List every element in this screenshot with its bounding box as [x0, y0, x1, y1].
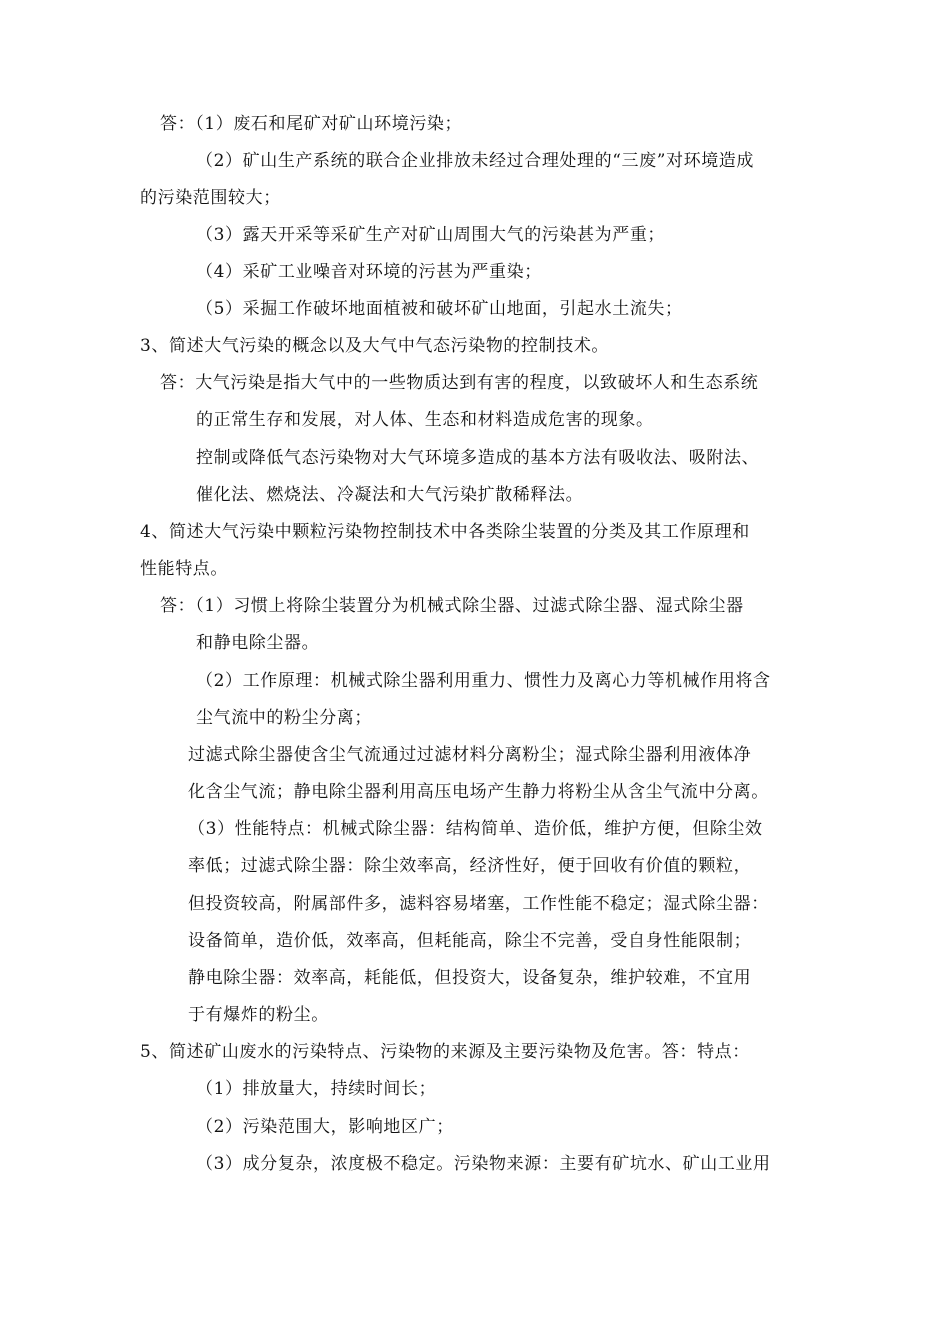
answer-line: 答：（1）废石和尾矿对矿山环境污染；: [160, 114, 463, 134]
answer-line: （3）露天开采等采矿生产对矿山周围大气的污染甚为严重；: [196, 225, 666, 245]
answer-line: （3）性能特点：机械式除尘器：结构简单、造价低，维护方便，但除尘效: [188, 819, 763, 839]
question-line: 4、简述大气污染中颗粒污染物控制技术中各类除尘装置的分类及其工作原理和: [140, 522, 750, 542]
answer-line: 催化法、燃烧法、冷凝法和大气污染扩散稀释法。: [196, 485, 584, 505]
answer-line: 率低；过滤式除尘器：除尘效率高，经济性好，便于回收有价值的颗粒，: [188, 856, 752, 876]
question-line: 5、简述矿山废水的污染特点、污染物的来源及主要污染物及危害。答：特点：: [140, 1042, 750, 1062]
answer-line: 设备简单，造价低，效率高，但耗能高，除尘不完善，受自身性能限制；: [188, 931, 752, 951]
answer-line: （2）污染范围大，影响地区广；: [196, 1117, 454, 1137]
answer-line: 过滤式除尘器使含尘气流通过过滤材料分离粉尘；湿式除尘器利用液体净: [188, 745, 752, 765]
answer-line: （2）矿山生产系统的联合企业排放未经过合理处理的“三废”对环境造成: [196, 151, 754, 171]
answer-line: （3）成分复杂，浓度极不稳定。污染物来源：主要有矿坑水、矿山工业用: [196, 1154, 771, 1174]
answer-line: 化含尘气流；静电除尘器利用高压电场产生静力将粉尘从含尘气流中分离。: [188, 782, 769, 802]
answer-line: 答：（1）习惯上将除尘装置分为机械式除尘器、过滤式除尘器、湿式除尘器: [160, 596, 744, 616]
answer-line: 的污染范围较大；: [140, 188, 281, 208]
answer-line: 静电除尘器：效率高，耗能低，但投资大，设备复杂，维护较难，不宜用: [188, 968, 752, 988]
answer-line: 但投资较高，附属部件多，滤料容易堵塞，工作性能不稳定；湿式除尘器：: [188, 894, 769, 914]
answer-line: 于有爆炸的粉尘。: [188, 1005, 329, 1025]
answer-line: （2）工作原理：机械式除尘器利用重力、惯性力及离心力等机械作用将含: [196, 671, 771, 691]
answer-line: 控制或降低气态污染物对大气环境多造成的基本方法有吸收法、吸附法、: [196, 448, 760, 468]
answer-line: 和静电除尘器。: [196, 633, 320, 653]
answer-line: 尘气流中的粉尘分离；: [196, 708, 372, 728]
answer-line: 的正常生存和发展，对人体、生态和材料造成危害的现象。: [196, 410, 654, 430]
answer-line: （4）采矿工业噪音对环境的污甚为严重染；: [196, 262, 542, 282]
question-line: 3、简述大气污染的概念以及大气中气态污染物的控制技术。: [140, 336, 610, 356]
answer-line: （1）排放量大，持续时间长；: [196, 1079, 437, 1099]
answer-line: 答：大气污染是指大气中的一些物质达到有害的程度，以致破坏人和生态系统: [160, 373, 759, 393]
question-line: 性能特点。: [140, 559, 228, 579]
answer-line: （5）采掘工作破坏地面植被和破坏矿山地面，引起水土流失；: [196, 299, 683, 319]
